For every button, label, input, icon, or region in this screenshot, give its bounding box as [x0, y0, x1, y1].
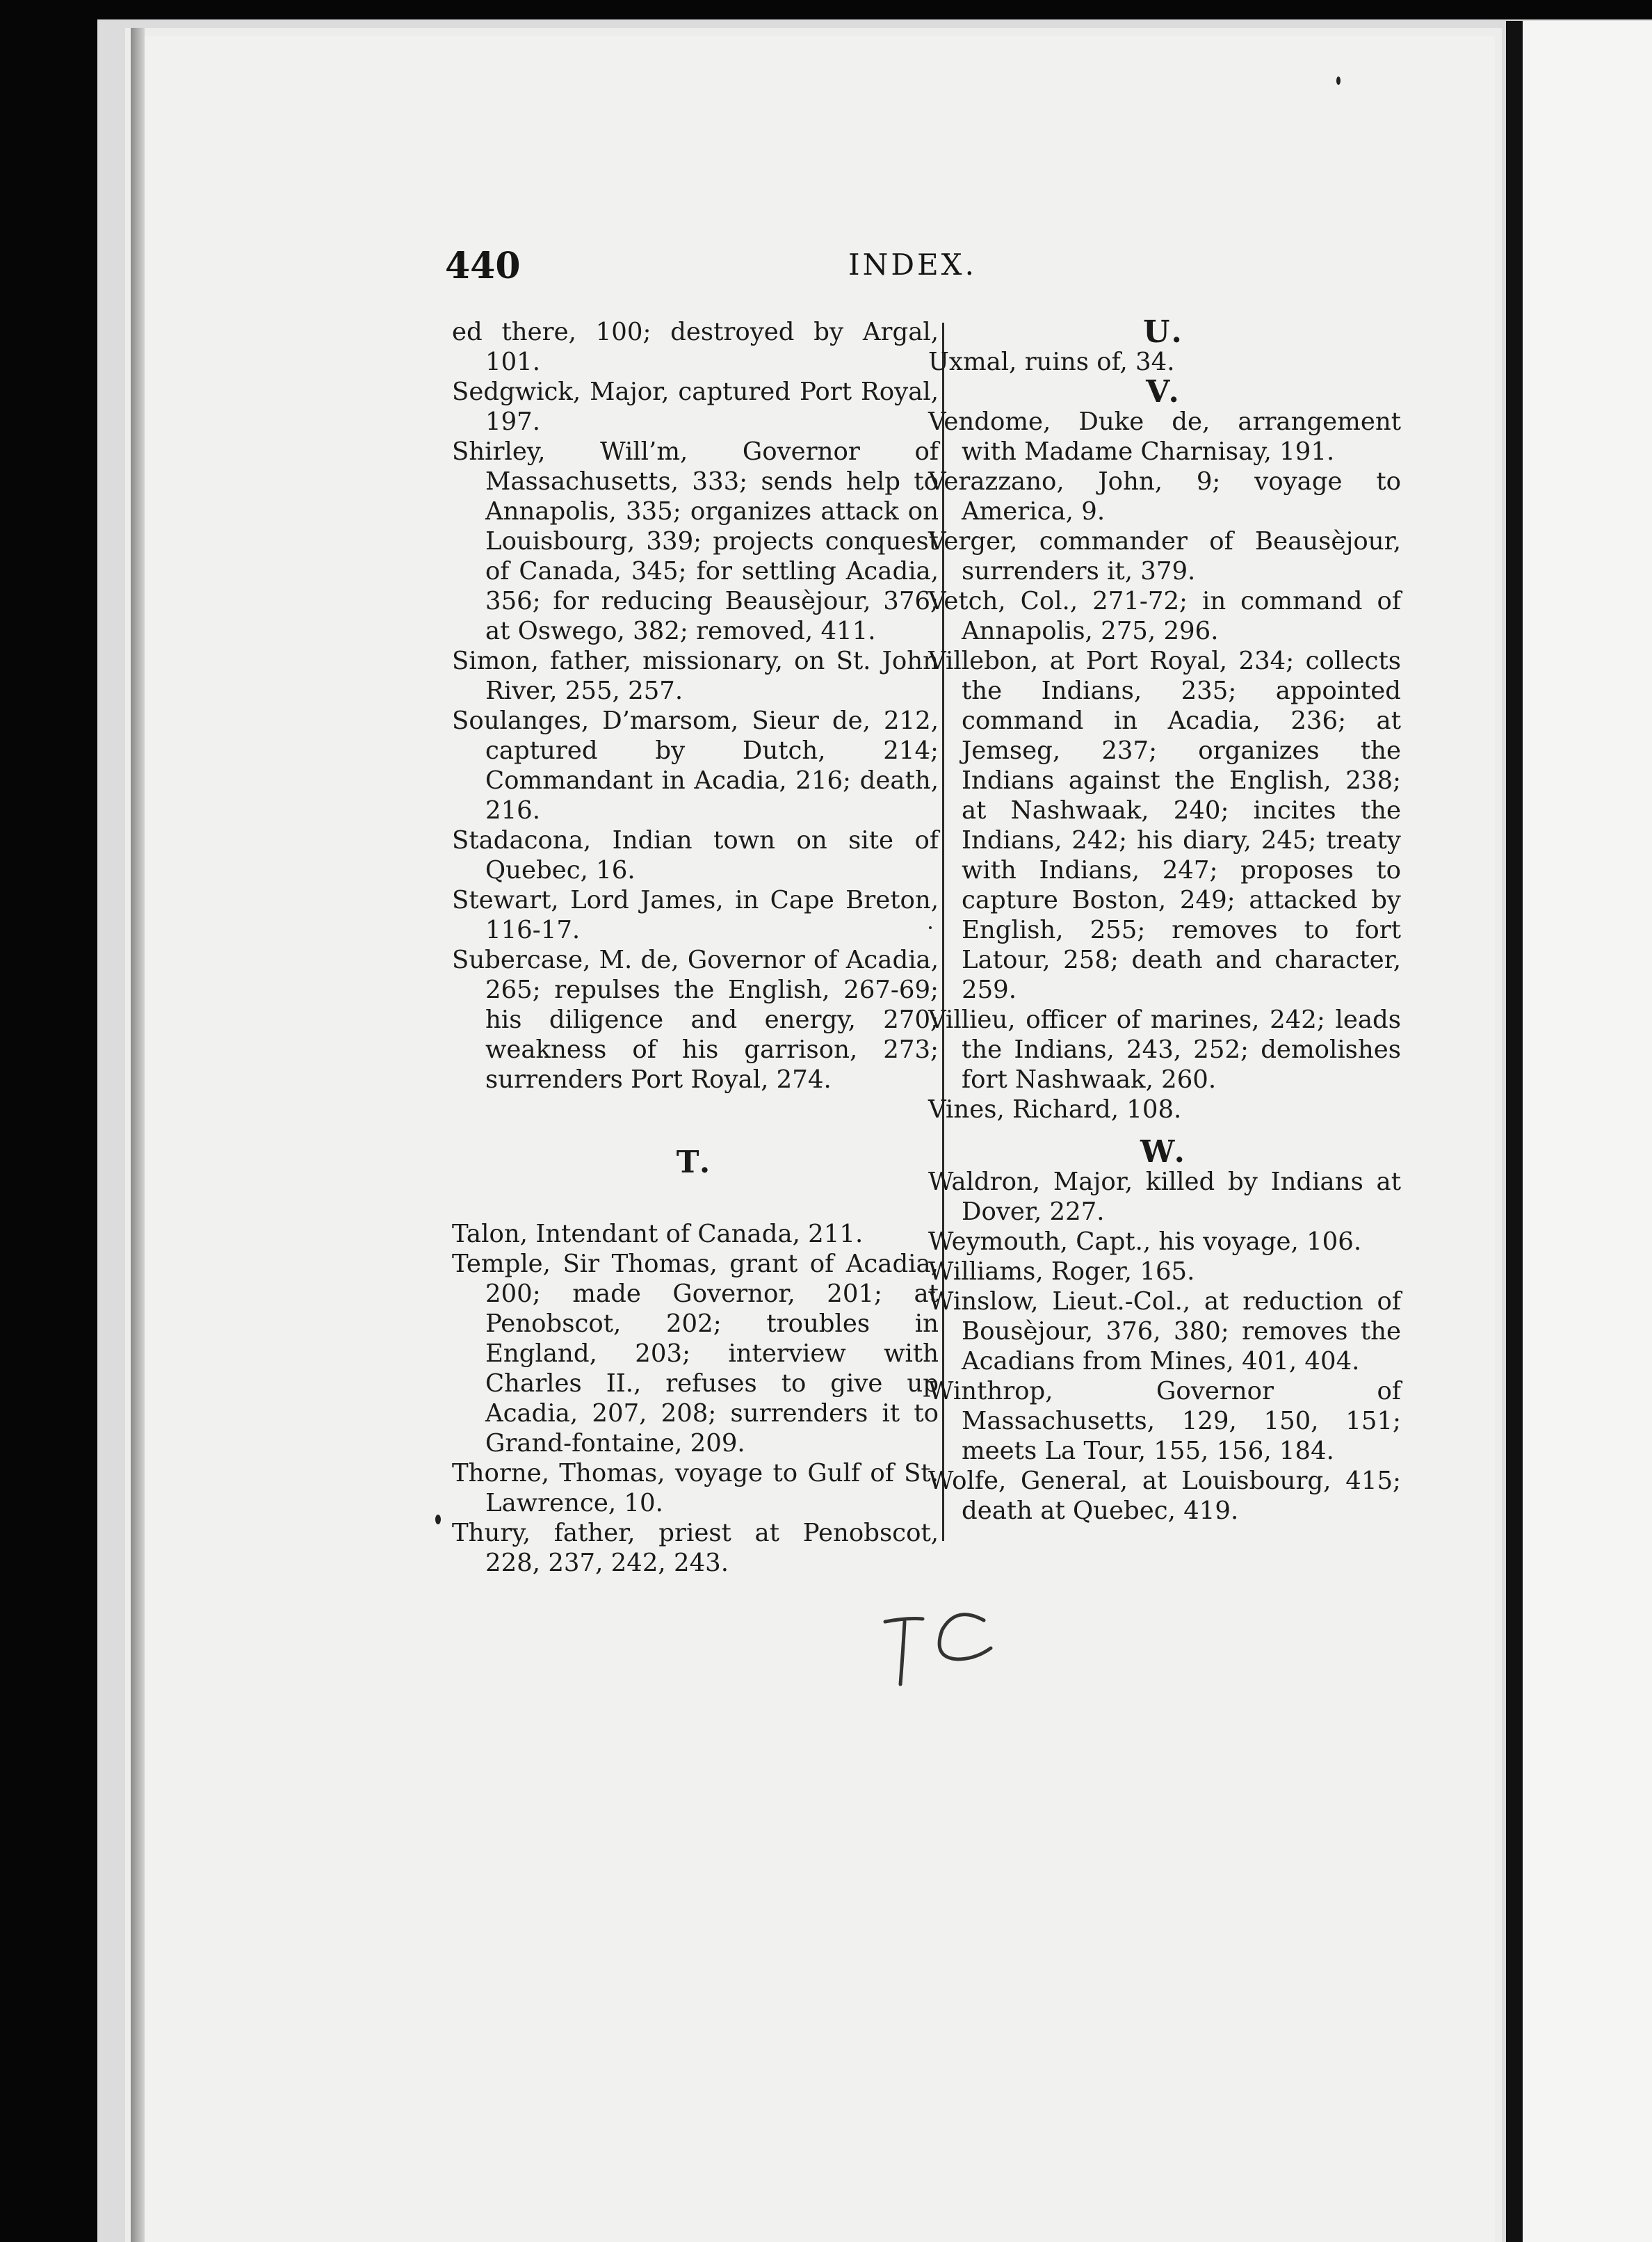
index-entry: Verger, commander of Beausèjour, surrenders it, 379.	[928, 527, 1401, 586]
scan-speck	[1336, 76, 1341, 85]
index-entry: Verazzano, John, 9; voyage to America, 9.	[928, 467, 1401, 526]
next-page-edge	[1523, 21, 1652, 2242]
page-header	[445, 245, 994, 295]
index-entry: Villieu, officer of marines, 242; leads the Indians, 243, 252; demolishes fort Nashwaak, 260.	[928, 1006, 1401, 1094]
right-column	[928, 314, 1401, 1526]
section-letter-u: U.	[1143, 314, 1186, 350]
index-entry: Stewart, Lord James, in Cape Breton, 116-17.	[452, 886, 939, 944]
page-number: 440	[445, 245, 521, 287]
index-entry: Waldron, Major, killed by Indians at Dover, 227.	[928, 1168, 1401, 1226]
index-entry: Shirley, Will’m, Governor of Massachusetts, 333; sends help to Annapolis, 335; organizes attack on Louisbourg, 339; projects conquest of Canada, 345; for settling Acadia, 356; for reducing Beausèjour, 376; at Oswego, 382; removed, 411.	[452, 437, 939, 645]
left-column	[452, 317, 939, 1578]
page-edge-dark	[1506, 21, 1523, 2242]
index-entry: Vendome, Duke de, arrangement with Madame Charnisay, 191.	[928, 408, 1401, 466]
handwritten-mark	[880, 1606, 998, 1690]
section-letter-v: V.	[1146, 374, 1183, 410]
running-head: INDEX.	[848, 248, 977, 282]
index-entry: Thury, father, priest at Penobscot, 228, 237, 242, 243.	[452, 1519, 939, 1577]
index-entry: Weymouth, Capt., his voyage, 106.	[928, 1227, 1362, 1256]
index-entry: Simon, father, missionary, on St. John River, 255, 257.	[452, 647, 939, 705]
index-entry: Winslow, Lieut.-Col., at reduction of Bousèjour, 376, 380; removes the Acadians from Mines, 401, 404.	[928, 1287, 1401, 1376]
page-gutter-shadow	[131, 28, 145, 2242]
index-entry: Winthrop, Governor of Massachusetts, 129, 150, 151; meets La Tour, 155, 156, 184.	[928, 1377, 1401, 1465]
index-entry: Villebon, at Port Royal, 234; collects the Indians, 235; appointed command in Acadia, 236; at Jemseg, 237; organizes the Indians against the English, 238; at Nashwaak, 240; incites the Indians, 242; his diary, 245; treaty with Indians, 247; proposes to capture Boston, 249; attacked by English, 255; removes to fort Latour, 258; death and character, 259.	[928, 647, 1401, 1004]
scan-speck	[929, 926, 932, 929]
index-entry: Soulanges, D’marsom, Sieur de, 212, captured by Dutch, 214; Commandant in Acadia, 216; death, 216.	[452, 707, 939, 825]
index-entry: Subercase, M. de, Governor of Acadia, 265; repulses the English, 267-69; his diligence and energy, 270; weakness of his garrison, 273; surrenders Port Royal, 274.	[452, 946, 939, 1094]
index-entry: Wolfe, General, at Louisbourg, 415; death at Quebec, 419.	[928, 1467, 1401, 1525]
index-entry: Uxmal, ruins of, 34.	[928, 348, 1175, 376]
index-entry: ed there, 100; destroyed by Argal, 101.	[452, 318, 939, 376]
index-entry: Sedgwick, Major, captured Port Royal, 197.	[452, 378, 939, 436]
index-entry: Stadacona, Indian town on site of Quebec, 16.	[452, 826, 939, 885]
section-letter-w: W.	[1140, 1134, 1189, 1170]
index-entry: Thorne, Thomas, voyage to Gulf of St. Lawrence, 10.	[452, 1459, 939, 1517]
index-entry: Vetch, Col., 271-72; in command of Annapolis, 275, 296.	[928, 587, 1401, 645]
scan-speck	[435, 1515, 441, 1524]
index-entry: Talon, Intendant of Canada, 211.	[452, 1220, 864, 1248]
index-entry: Williams, Roger, 165.	[928, 1257, 1195, 1286]
index-entry: Vines, Richard, 108.	[928, 1095, 1182, 1124]
section-letter-t: T.	[676, 1145, 715, 1180]
index-entry: Temple, Sir Thomas, grant of Acadia, 200; made Governor, 201; at Penobscot, 202; troubles in England, 203; interview with Charles II., refuses to give up Acadia, 207, 208; surrenders it to Grand-fontaine, 209.	[452, 1250, 939, 1458]
